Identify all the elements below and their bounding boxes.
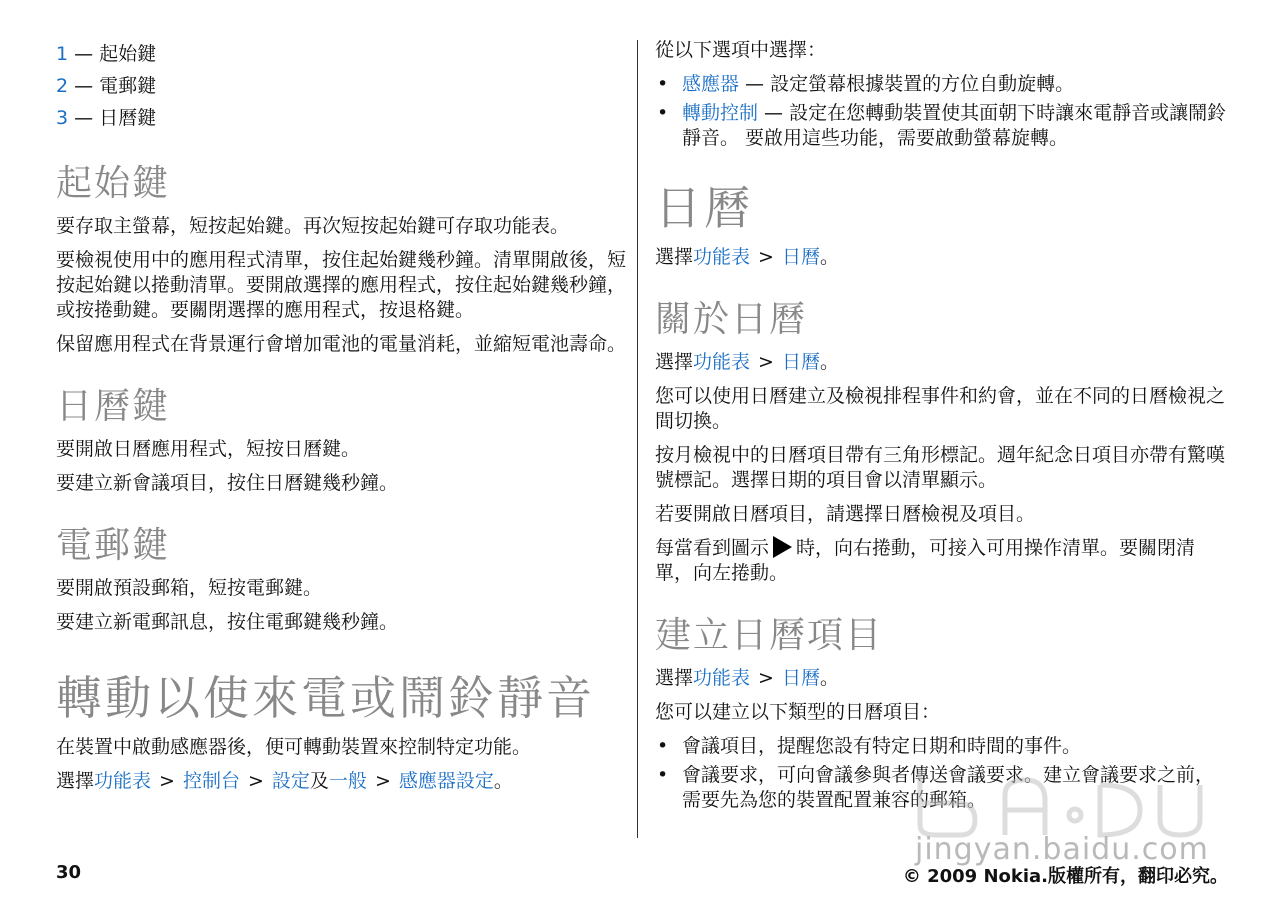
menu-link-functions[interactable]: 功能表 — [693, 246, 751, 268]
menu-link-calendar[interactable]: 日曆 — [781, 246, 820, 268]
rotate-heading: 轉動以使來電或鬧鈴靜音 — [56, 671, 595, 725]
paragraph: 保留應用程式在背景運行會增加電池的電量消耗，並縮短電池壽命。 — [56, 333, 627, 355]
key-label: — 電郵鍵 — [74, 75, 157, 97]
paragraph: 按月檢視中的日曆項目帶有三角形標記。週年紀念日項目亦帶有驚嘆號標記。選擇日期的項目會以清單顯示。 — [655, 444, 1226, 491]
paragraph — [655, 536, 1230, 586]
select-prefix: 選擇 — [655, 667, 694, 689]
paragraph: 要建立新電郵訊息，按住電郵鍵幾秒鐘。 — [56, 611, 399, 633]
option-link-rotate-control[interactable]: 轉動控制 — [682, 102, 759, 124]
paragraph: 您可以使用日曆建立及檢視排程事件和約會，並在不同的日曆檢視之間切換。 — [655, 385, 1226, 432]
list-item-text: 會議項目，提醒您設有特定日期和時間的事件。 — [682, 735, 1082, 757]
create-entry-heading: 建立日曆項目 — [655, 615, 884, 656]
paragraph: 若要開啟日曆項目，請選擇日曆檢視及項目。 — [655, 503, 1036, 525]
conjunction: 及 — [309, 770, 329, 792]
page-number: 30 — [56, 862, 82, 883]
key-number: 1 — [56, 43, 69, 65]
select-prefix: 選擇 — [655, 351, 694, 373]
menu-link-functions[interactable]: 功能表 — [693, 667, 751, 689]
watermark-stroke — [1100, 785, 1140, 835]
menu-link-calendar[interactable]: 日曆 — [781, 667, 820, 689]
key-label: — 起始鍵 — [74, 43, 157, 65]
key-legend — [56, 38, 626, 134]
list-item — [655, 101, 1230, 151]
paragraph: 您可以建立以下類型的日曆項目： — [655, 701, 941, 723]
period: 。 — [819, 246, 839, 268]
select-prefix: 選擇 — [655, 246, 694, 268]
path-separator: > — [758, 351, 774, 373]
right-column — [655, 38, 1230, 823]
bullet-icon: • — [657, 102, 669, 124]
list-item-text: 會議要求，可向會議參與者傳送會議要求。建立會議要求之前，需要先為您的裝置配置兼容的郵箱。 — [682, 764, 1215, 811]
watermark-stroke — [1160, 785, 1200, 835]
path-separator: > — [374, 770, 391, 792]
text-fragment: 時，向右捲動，可接入可用操作清單。要關閉清單，向左捲動。 — [655, 537, 1196, 584]
watermark-stroke — [920, 770, 975, 835]
watermark-stroke — [1069, 809, 1081, 821]
paragraph: 要開啟日曆應用程式，短按日曆鍵。 — [56, 438, 361, 460]
period: 。 — [819, 351, 839, 373]
option-text: — 設定螢幕根據裝置的方位自動旋轉。 — [739, 73, 1075, 95]
paragraph: 要存取主螢幕，短按起始鍵。再次短按起始鍵可存取功能表。 — [56, 215, 570, 237]
menu-path — [655, 245, 1230, 270]
left-column — [56, 38, 626, 803]
list-item — [655, 72, 1230, 97]
menu-path — [56, 769, 626, 794]
path-separator: > — [159, 770, 175, 792]
menu-link-functions[interactable]: 功能表 — [693, 351, 751, 373]
key-number: 2 — [56, 75, 69, 97]
path-separator: > — [247, 770, 264, 792]
about-calendar-heading: 關於日曆 — [655, 299, 808, 340]
key-legend-item — [56, 102, 626, 134]
paragraph: 要建立新會議項目，按住日曆鍵幾秒鐘。 — [56, 472, 399, 494]
key-legend-item — [56, 70, 626, 102]
bullet-icon: • — [657, 764, 669, 786]
menu-link-general[interactable]: 一般 — [328, 770, 367, 792]
menu-path — [655, 666, 1230, 691]
menu-link-calendar[interactable]: 日曆 — [781, 351, 820, 373]
watermark-stroke — [1005, 780, 1045, 835]
play-triangle-icon — [773, 536, 792, 558]
menu-link-functions[interactable]: 功能表 — [94, 770, 152, 792]
period: 。 — [819, 667, 839, 689]
options-list — [655, 72, 1230, 151]
bullet-icon: • — [657, 73, 669, 95]
menu-link-sensor-settings[interactable]: 感應器設定 — [398, 770, 494, 792]
option-text: — 設定在您轉動裝置使其面朝下時讓來電靜音或讓鬧鈴靜音。 要啟用這些功能，需要啟動螢幕旋轉。 — [682, 102, 1227, 149]
options-intro: 從以下選項中選擇： — [655, 39, 827, 61]
period: 。 — [493, 770, 513, 792]
calendar-key-heading: 日曆鍵 — [56, 386, 171, 427]
copyright-notice: © 2009 Nokia.版權所有，翻印必究。 — [902, 866, 1228, 887]
paragraph: 在裝置中啟動感應器後，便可轉動裝置來控制特定功能。 — [56, 736, 532, 758]
paragraph: 要檢視使用中的應用程式清單，按住起始鍵幾秒鐘。清單開啟後，短按起始鍵以捲動清單。要開啟選擇的應用程式，按住起始鍵幾秒鐘，或按捲動鍵。要關閉選擇的應用程式，按退格鍵。 — [56, 249, 627, 321]
key-label: — 日曆鍵 — [74, 107, 157, 129]
option-link-sensor[interactable]: 感應器 — [682, 73, 740, 95]
bullet-icon: • — [657, 735, 669, 757]
select-prefix: 選擇 — [56, 770, 95, 792]
column-divider — [637, 40, 638, 838]
key-number: 3 — [56, 107, 69, 129]
menu-path — [655, 350, 1230, 375]
calendar-heading: 日曆 — [655, 181, 753, 235]
email-key-heading: 電郵鍵 — [56, 525, 171, 566]
menu-link-settings[interactable]: 設定 — [271, 770, 310, 792]
key-legend-item — [56, 38, 626, 70]
menu-link-control-panel[interactable]: 控制台 — [182, 770, 240, 792]
text-fragment: 每當看到圖示 — [655, 537, 770, 559]
paragraph: 要開啟預設郵箱，短按電郵鍵。 — [56, 577, 323, 599]
path-separator: > — [758, 667, 774, 689]
path-separator: > — [758, 246, 774, 268]
watermark-url: jingyan.baidu.com — [915, 832, 1209, 867]
start-key-heading: 起始鍵 — [56, 163, 171, 204]
